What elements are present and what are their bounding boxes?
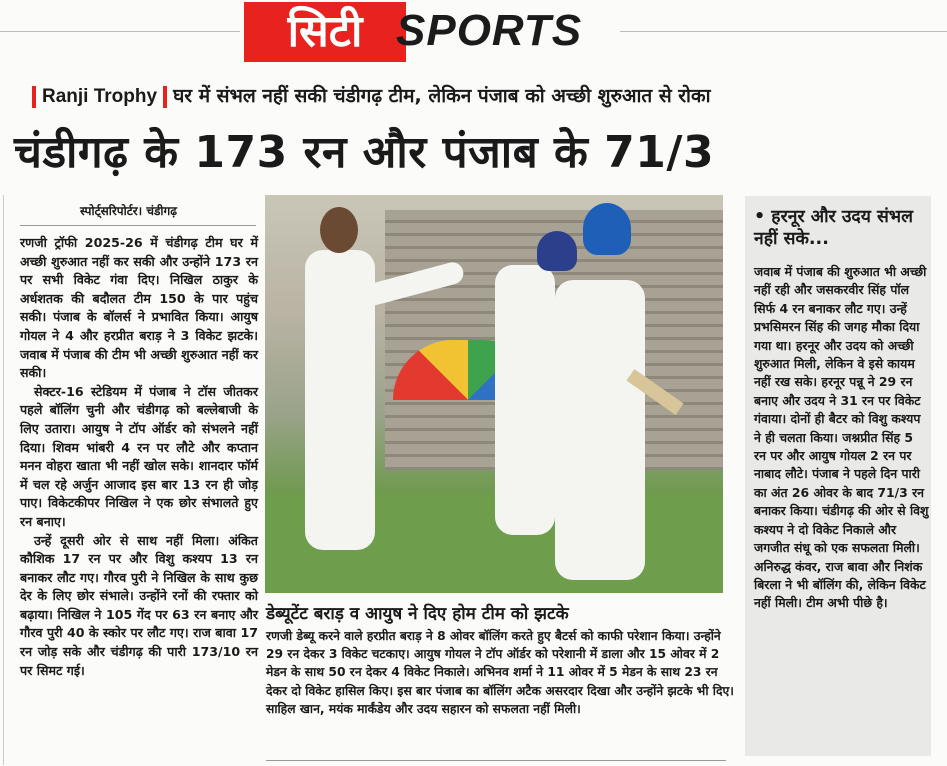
- main-story: [20, 234, 258, 680]
- bowler-head: [320, 207, 358, 253]
- story-paragraph: उन्हें दूसरी ओर से साथ नहीं मिला। अंकित कौशिक 17 रन पर और विशु कश्यप 13 रन बनाकर लौट गए। गौरव पुरी ने निखिल के साथ कुछ देर के लिए छोर संभाले। उन्होंने रनों की रफ्तार को बढ़ाया। निखिल ने 105 गेंद पर 63 रन बनाए और गौरव पुरी 40 के स्कोर पर लौट गए। राज बावा 17 रन जोड़ सके और चंडीगढ़ की पारी 173/10 रन पर सिमट गई।: [20, 532, 258, 678]
- kicker-text: घर में संभल नहीं सकी चंडीगढ़ टीम, लेकिन पंजाब को अच्छी शुरुआत से रोका: [173, 85, 711, 107]
- byline: स्पोर्ट्सरिपोर्टर। चंडीगढ़: [80, 204, 178, 218]
- match-photo: [265, 195, 723, 593]
- photo-story-headline: डेब्यूटेंट बराड़ व आयुष ने दिए होम टीम को झटके: [266, 604, 569, 624]
- masthead-rule-left: [0, 31, 240, 32]
- caption-divider: [266, 760, 726, 761]
- section-logo: सिटी: [244, 2, 406, 62]
- sidebar-title: • हरनूर और उदय संभल नहीं सके...: [754, 207, 913, 249]
- batter-figure: [555, 280, 645, 580]
- kicker: [26, 82, 711, 108]
- batter-helmet: [583, 203, 631, 255]
- sidebar-body: जवाब में पंजाब की शुरुआत भी अच्छी नहीं रही और जसकरवीर सिंह पॉल सिर्फ 4 रन बनाकर लौट गए। उन्हें प्रभसिमरन सिंह की जगह मौका दिया गया था। हरनूर और उदय को अच्छी शुरुआत मिली, लेकिन वे इसे कायम नहीं रख सके। हरनूर पन्नू ने 29 रन बनाए और उदय ने 31 रन पर विकेट गंवाया। दोनों ही बैटर को विशु कश्यप ने ही चलता किया। जश्नप्रीत सिंह 5 रन पर और आयुष गोयल 2 रन पर नाबाद लौटे। पंजाब ने पहले दिन पारी का अंत 26 ओवर के बाद 71/3 रन बनाकर किया। चंडीगढ़ की ओर से विशु कश्यप ने दो विकेट निकाले और जगजीत संधू को एक सफलता मिली। अनिरुद्ध कंवर, राज बावा और निशंक बिरला ने भी बॉलिंग की, लेकिन विकेट नहीं मिली। टीम अभी पीछे है।: [754, 264, 929, 611]
- kicker-bar: [32, 86, 36, 108]
- fielder-figure: [495, 265, 555, 535]
- story-paragraph: सेक्टर-16 स्टेडियम में पंजाब ने टॉस जीतकर पहले बॉलिंग चुनी और चंडीगढ़ को बल्लेबाजी के लिए उतारा। आयुष ने टॉप ऑर्डर को संभलने नहीं दिया। शिवम भांबरी 4 रन पर लौटे और कप्तान मनन वोहरा खाता भी नहीं खोल सके। शानदार फॉर्म में चल रहे अर्जुन आजाद इस बार 13 रन ही जोड़ पाए। विकेटकीपर निखिल ने एक छोर संभालते हुए रन बनाए।: [20, 383, 258, 529]
- section-logo-sports: SPORTS: [396, 6, 583, 55]
- masthead-rule-right: [620, 31, 947, 32]
- kicker-bar: [163, 86, 167, 108]
- photo-story-body: रणजी डेब्यू करने वाले हरप्रीत बराड़ ने 8 ओवर बॉलिंग करते हुए बैटर्स को काफी परेशान किया। उन्होंने 29 रन देकर 3 विकेट चटकाए। आयुष गोयल ने टॉप ऑर्डर को परेशानी में डाला और 15 ओवर में 2 मेडन के साथ 50 रन देकर 4 विकेट निकाले। अभिनव शर्मा ने 11 ओवर में 5 मेडन के साथ 23 रन देकर दो विकेट हासिल किए। इस बार पंजाब का बॉलिंग अटैक असरदार दिखा और उन्होंने झटके भी दिए। साहिल खान, मयंक मार्कंडेय और उदय सहारन को सफलता नहीं मिली।: [266, 629, 734, 716]
- story-paragraph: रणजी ट्रॉफी 2025-26 में चंडीगढ़ टीम घर में अच्छी शुरुआत नहीं कर सकी और उन्होंने 173 रन पर सभी विकेट गंवा दिए। निखिल ठाकुर के अर्धशतक की बदौलत टीम 150 के पार पहुंच सकी। पंजाब के बॉलर्स ने प्रभावित किया। आयुष गोयल ने 4 और हरप्रीत बराड़ ने 3 विकेट झटके। जवाब में पंजाब की टीम भी अच्छी शुरुआत नहीं कर सकी।: [20, 235, 258, 381]
- page-title: चंडीगढ़ के 173 रन और पंजाब के 71/3: [14, 127, 715, 178]
- fielder-helmet: [537, 231, 577, 271]
- column-divider: [3, 195, 4, 765]
- byline-divider: [20, 225, 256, 226]
- kicker-tag: Ranji Trophy: [42, 86, 158, 107]
